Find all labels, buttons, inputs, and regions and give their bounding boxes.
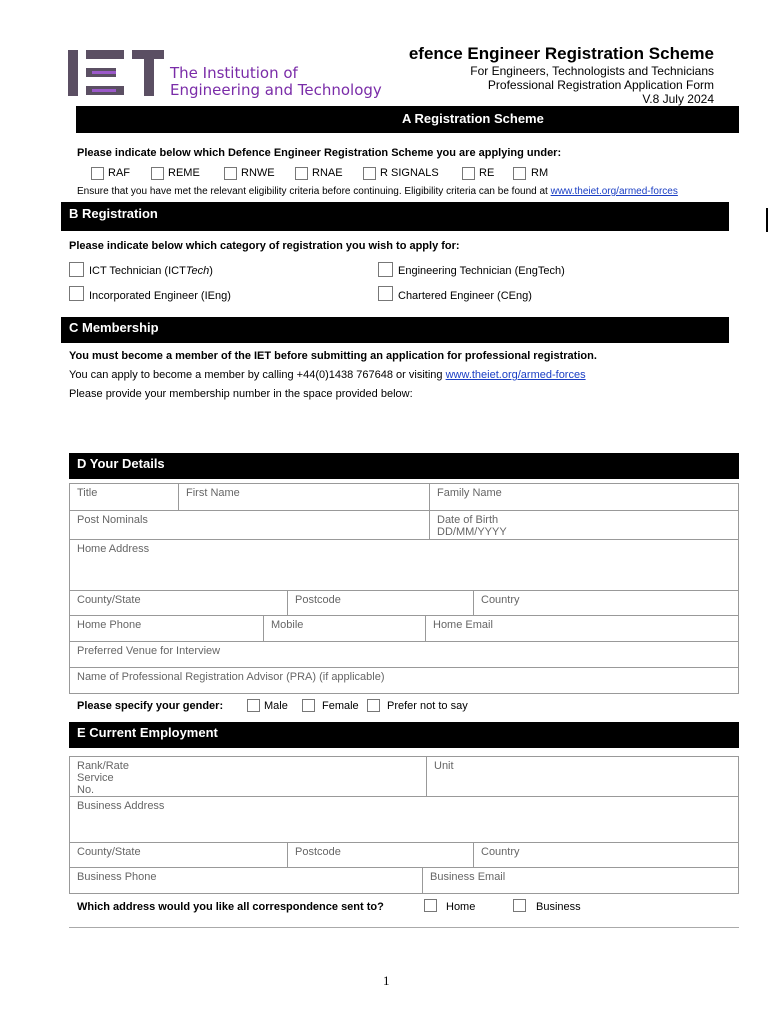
membership-link[interactable]: www.theiet.org/armed-forces <box>445 369 586 381</box>
family-name-field[interactable] <box>429 484 740 510</box>
home-email-label: Home Email <box>433 619 493 631</box>
logo-line2: Engineering and Technology <box>170 81 382 99</box>
business-label: Business <box>536 901 581 913</box>
checkbox-ceng[interactable] <box>378 286 393 301</box>
employment-row-location <box>69 842 739 867</box>
option-reme-label: REME <box>168 167 200 179</box>
checkbox-rm[interactable] <box>513 167 526 180</box>
home-address-field[interactable] <box>70 540 740 590</box>
membership-number-boxes[interactable] <box>272 317 630 343</box>
home-phone-label: Home Phone <box>77 619 142 631</box>
details-row-names <box>69 483 739 510</box>
home-address-label: Home Address <box>77 543 150 555</box>
details-row-pra <box>69 667 739 693</box>
male-label: Male <box>264 700 288 712</box>
checkbox-reme[interactable] <box>151 167 164 180</box>
business-county-field[interactable] <box>70 843 288 867</box>
option-ceng-label: Chartered Engineer (CEng) <box>398 290 532 302</box>
checkbox-rnwe[interactable] <box>224 167 237 180</box>
business-address-label: Business Address <box>77 800 165 812</box>
first-name-label: First Name <box>186 487 240 499</box>
correspondence-question: Which address would you like all correspondence sent to? <box>77 901 384 913</box>
form-title: efence Engineer Registration Scheme <box>408 44 714 63</box>
checkbox-re[interactable] <box>462 167 475 180</box>
margin-marker <box>766 208 768 232</box>
eligibility-note <box>77 186 678 197</box>
dob-format-label: DD/MM/YYYY <box>437 526 507 538</box>
gender-question: Please specify your gender: <box>77 700 224 712</box>
footer-divider <box>69 927 739 928</box>
checkbox-business[interactable] <box>513 899 526 912</box>
option-rm-label: RM <box>531 167 549 179</box>
checkbox-female[interactable] <box>302 699 315 712</box>
option-r-signals-label: R SIGNALS <box>380 167 439 179</box>
home-email-field[interactable] <box>425 616 740 641</box>
membership-contact <box>69 369 586 381</box>
membership-number-instruction: Please provide your membership number in the space provided below: <box>69 388 413 400</box>
country-field[interactable] <box>473 591 740 615</box>
option-ieng-label: Incorporated Engineer (IEng) <box>89 290 231 302</box>
mobile-field[interactable] <box>263 616 426 641</box>
business-email-label: Business Email <box>430 871 506 883</box>
post-nominals-field[interactable] <box>70 511 430 539</box>
checkbox-home[interactable] <box>424 899 437 912</box>
employment-row-address <box>69 796 739 842</box>
details-row-postnominals <box>69 510 739 539</box>
country-label: Country <box>481 594 520 606</box>
section-d-title: D Your Details <box>77 456 165 471</box>
business-postcode-label: Postcode <box>295 846 341 858</box>
business-email-field[interactable] <box>422 868 740 893</box>
business-phone-field[interactable] <box>70 868 423 893</box>
form-version: V.8 July 2024 <box>642 92 714 106</box>
employment-row-rank <box>69 756 739 796</box>
section-b-header <box>61 202 729 231</box>
business-phone-label: Business Phone <box>77 871 157 883</box>
eligibility-note-text: Ensure that you have met the relevant eligibility criteria before continuing. Eligibility criteria can be found at <box>77 186 548 197</box>
membership-contact-text: You can apply to become a member by calling +44(0)1438 767648 or visiting <box>69 369 443 381</box>
venue-field[interactable] <box>70 642 740 667</box>
business-postcode-field[interactable] <box>287 843 473 867</box>
option-ict-suffix: ) <box>209 265 213 277</box>
option-ict-technician-label <box>89 265 213 277</box>
section-d-header <box>69 453 739 479</box>
family-name-label: Family Name <box>437 487 502 499</box>
checkbox-rnae[interactable] <box>295 167 308 180</box>
post-nominals-label: Post Nominals <box>77 514 148 526</box>
eligibility-link[interactable]: www.theiet.org/armed-forces <box>550 186 678 197</box>
prefer-not-label: Prefer not to say <box>387 700 468 712</box>
checkbox-prefer-not[interactable] <box>367 699 380 712</box>
form-subtitle-1: For Engineers, Technologists and Technicians <box>470 64 714 78</box>
option-raf-label: RAF <box>108 167 130 179</box>
option-ict-prefix: ICT Technician (ICT <box>89 265 186 277</box>
section-c-title: C Membership <box>69 320 159 335</box>
business-country-field[interactable] <box>473 843 740 867</box>
female-label: Female <box>322 700 359 712</box>
service-no-label: No. <box>77 784 95 796</box>
checkbox-engtech[interactable] <box>378 262 393 277</box>
details-grid-bottom <box>69 693 739 694</box>
service-label: Service <box>77 772 114 784</box>
section-b-instruction: Please indicate below which category of registration you wish to apply for: <box>69 240 460 252</box>
page-number: 1 <box>383 973 390 988</box>
section-a-header <box>76 106 739 133</box>
option-engtech-label: Engineering Technician (EngTech) <box>398 265 565 277</box>
unit-field[interactable] <box>426 757 740 796</box>
section-e-title: E Current Employment <box>77 725 218 740</box>
checkbox-raf[interactable] <box>91 167 104 180</box>
home-phone-field[interactable] <box>70 616 264 641</box>
county-label: County/State <box>77 594 141 606</box>
rank-field[interactable] <box>70 757 427 796</box>
details-row-venue <box>69 641 739 667</box>
details-row-contact <box>69 615 739 641</box>
postcode-label: Postcode <box>295 594 341 606</box>
logo-line1: The Institution of <box>170 64 298 82</box>
section-a-title: A Registration Scheme <box>402 111 544 126</box>
title-field[interactable] <box>70 484 179 510</box>
postcode-field[interactable] <box>287 591 473 615</box>
dob-field[interactable] <box>429 511 740 539</box>
section-e-header <box>69 722 739 748</box>
option-ict-italic: Tech <box>185 265 210 277</box>
option-rnwe-label: RNWE <box>241 167 275 179</box>
business-county-label: County/State <box>77 846 141 858</box>
option-rnae-label: RNAE <box>312 167 343 179</box>
checkbox-r-signals[interactable] <box>363 167 376 180</box>
unit-label: Unit <box>434 760 454 772</box>
option-re-label: RE <box>479 167 495 179</box>
title-label: Title <box>77 487 98 499</box>
business-country-label: Country <box>481 846 520 858</box>
section-a-instruction: Please indicate below which Defence Engineer Registration Scheme you are applying under: <box>77 147 562 159</box>
pra-label: Name of Professional Registration Advisor (PRA) (if applicable) <box>77 671 385 683</box>
business-address-field[interactable] <box>70 797 740 842</box>
dob-label: Date of Birth <box>437 514 499 526</box>
details-row-address <box>69 539 739 590</box>
membership-requirement: You must become a member of the IET before submitting an application for professional registration. <box>69 350 597 362</box>
checkbox-male[interactable] <box>247 699 260 712</box>
checkbox-ict-technician[interactable] <box>69 262 84 277</box>
form-subtitle-2: Professional Registration Application Form <box>487 78 714 92</box>
details-row-location <box>69 590 739 615</box>
home-label: Home <box>446 901 476 913</box>
section-b-title: B Registration <box>69 206 158 221</box>
mobile-label: Mobile <box>271 619 304 631</box>
checkbox-ieng[interactable] <box>69 286 84 301</box>
county-field[interactable] <box>70 591 288 615</box>
pra-field[interactable] <box>70 668 740 693</box>
venue-label: Preferred Venue for Interview <box>77 645 221 657</box>
rank-label: Rank/Rate <box>77 760 129 772</box>
employment-grid-bottom <box>69 893 739 894</box>
employment-row-contact <box>69 867 739 893</box>
